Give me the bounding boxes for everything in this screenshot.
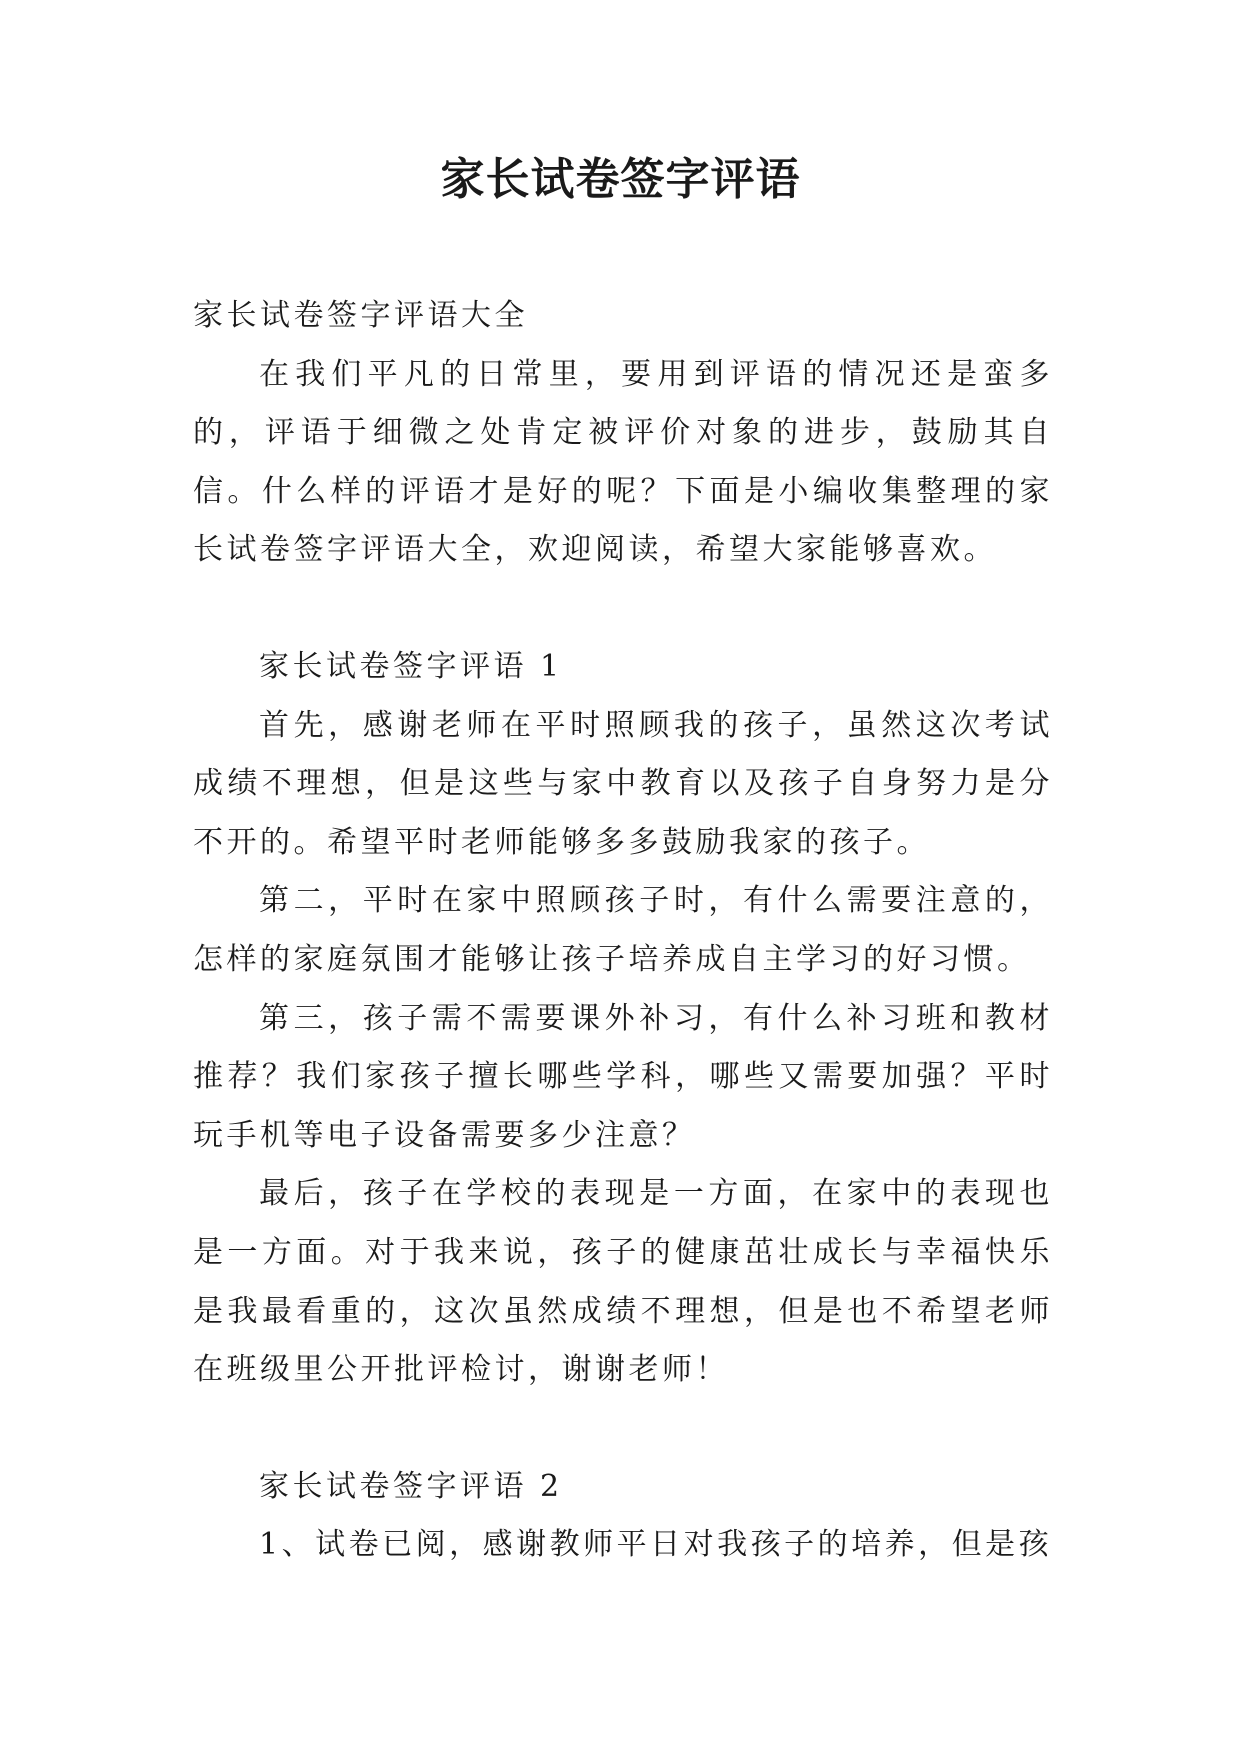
document-subtitle: 家长试卷签字评语大全 [193, 298, 528, 333]
paragraph: 第三，孩子需不需要课外补习，有什么补习班和教材推荐？我们家孩子擅长哪些学科，哪些又需要加强？平时玩手机等电子设备需要多少注意？ [193, 1000, 1053, 1153]
spacer [193, 580, 1053, 638]
spacer [193, 1400, 1053, 1458]
paragraph: 首先，感谢老师在平时照顾我的孩子，虽然这次考试成绩不理想，但是这些与家中教育以及孩子自身努力是分不开的。希望平时老师能够多多鼓励我家的孩子。 [193, 707, 1053, 860]
document-title: 家长试卷签字评语 [440, 154, 801, 205]
document-body [193, 287, 1053, 1575]
paragraph: 第二，平时在家中照顾孩子时，有什么需要注意的，怎样的家庭氛围才能够让孩子培养成自主学习的好习惯。 [193, 883, 1053, 977]
section-1 [193, 638, 1053, 1400]
paragraph: 1、试卷已阅，感谢教师平日对我孩子的培养，但是孩 [259, 1527, 1053, 1563]
section-heading: 家长试卷签字评语 1 [259, 648, 563, 684]
intro-paragraph: 在我们平凡的日常里，要用到评语的情况还是蛮多的，评语于细微之处肯定被评价对象的进步，鼓励其自信。什么样的评语才是好的呢？下面是小编收集整理的家长试卷签字评语大全，欢迎阅读，希望大家能够喜欢。 [193, 356, 1053, 568]
paragraph: 最后，孩子在学校的表现是一方面，在家中的表现也是一方面。对于我来说，孩子的健康茁壮成长与幸福快乐是我最看重的，这次虽然成绩不理想，但是也不希望老师在班级里公开批评检讨，谢谢老师！ [193, 1176, 1053, 1388]
section-heading: 家长试卷签字评语 2 [259, 1468, 563, 1504]
section-2 [193, 1458, 1053, 1575]
